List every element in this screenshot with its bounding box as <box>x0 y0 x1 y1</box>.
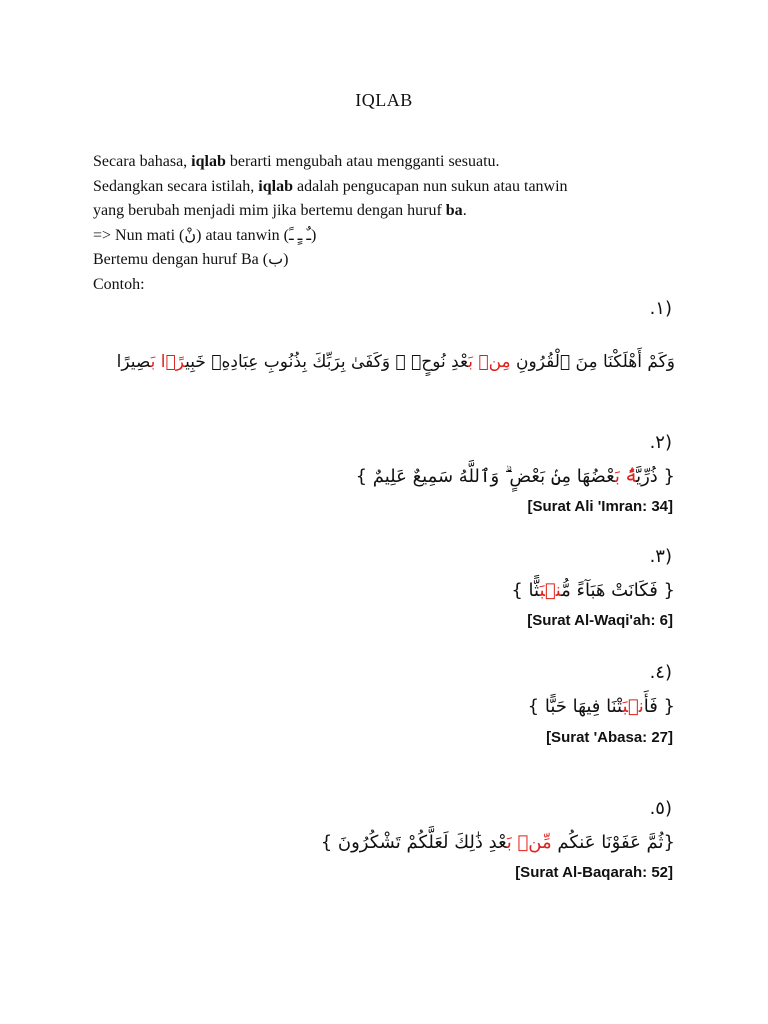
example-number: .٤) <box>649 662 672 683</box>
verse-reference: [Surat Al-Waqi'ah: 6] <box>527 612 673 629</box>
verse-reference: [Surat Ali 'Imran: 34] <box>527 498 673 515</box>
verse-text: { ذُرِّيَّ <box>636 466 675 487</box>
verse-reference: [Surat 'Abasa: 27] <box>546 729 673 746</box>
verse-text: صِيرًا <box>116 352 151 372</box>
term-iqlab: iqlab <box>191 153 226 170</box>
term-ba: ba <box>445 202 463 219</box>
intro-paragraph <box>93 150 693 297</box>
intro-line-6: Contoh: <box>93 275 145 293</box>
iqlab-highlight: نۢبَ <box>539 580 562 601</box>
intro-text: berarti mengubah atau mengganti sesuatu. <box>225 153 500 170</box>
verse-text: {ثُمَّ عَفَوْنَا عَنكُم <box>551 832 675 853</box>
page-title: IQLAB <box>355 90 413 110</box>
verse-text: مُّ <box>561 580 571 601</box>
arabic-verse <box>511 580 675 601</box>
arabic-verse <box>356 466 675 487</box>
intro-text: Sedangkan secara istilah, <box>93 177 259 195</box>
example-number: .٢) <box>649 432 672 453</box>
intro-text: . <box>462 202 467 219</box>
intro-line-2 <box>93 175 693 200</box>
intro-text: yang berubah menjadi mim jika bertemu dengan huruf <box>93 202 446 219</box>
iqlab-highlight: نۢبَ <box>622 696 644 717</box>
verse-text: عْضُهَا مِنۢ بَعْضٍ ۗ وَٱللَّهُ سَمِيعٌ عَلِيمٌ } <box>355 466 615 487</box>
verse-text: { فَكَانَتْ هَبَآءً <box>570 580 675 601</box>
intro-line-5: Bertemu dengan huruf Ba (ب) <box>93 251 289 268</box>
arabic-verse <box>528 696 675 717</box>
term-iqlab: iqlab <box>258 177 293 195</box>
iqlab-highlight: رًۢا بَ <box>150 352 186 372</box>
verse-text: { فَأَ <box>643 696 675 717</box>
example-number: .١) <box>649 298 672 319</box>
iqlab-highlight: مِنۢ بَ <box>468 352 511 372</box>
example-number: .٣) <box>649 546 672 567</box>
verse-reference: [Surat Al-Baqarah: 52] <box>515 864 673 881</box>
arabic-verse <box>117 352 675 372</box>
example-number: .٥) <box>649 798 672 819</box>
iqlab-highlight: مِّنۢ بَ <box>506 832 552 853</box>
intro-text: Secara bahasa, <box>93 153 192 170</box>
intro-line-1 <box>93 150 693 175</box>
verse-text: وَكَمْ أَهْلَكْنَا مِنَ ٱلْقُرُونِ <box>510 352 675 372</box>
verse-text: تْنَا فِيهَا حَبًّا } <box>527 696 623 717</box>
verse-text: ثًّا } <box>511 580 540 601</box>
intro-line-3 <box>93 199 693 224</box>
intro-text: adalah pengucapan nun sukun atau tanwin <box>292 177 568 195</box>
intro-line-4: => Nun mati (نْ) atau tanwin (ـٌ ـٍ ـً) <box>93 226 317 244</box>
iqlab-highlight: ةًۢ بَ <box>614 466 637 487</box>
verse-text: عْدِ نُوحٍۢ ۗ وَكَفَىٰ بِرَبِّكَ بِذُنُوبِ عِبَادِهِۦ خَبِي <box>185 352 469 372</box>
verse-text: عْدِ ذَٰلِكَ لَعَلَّكُمْ تَشْكُرُونَ } <box>320 832 507 853</box>
arabic-verse <box>321 832 675 853</box>
